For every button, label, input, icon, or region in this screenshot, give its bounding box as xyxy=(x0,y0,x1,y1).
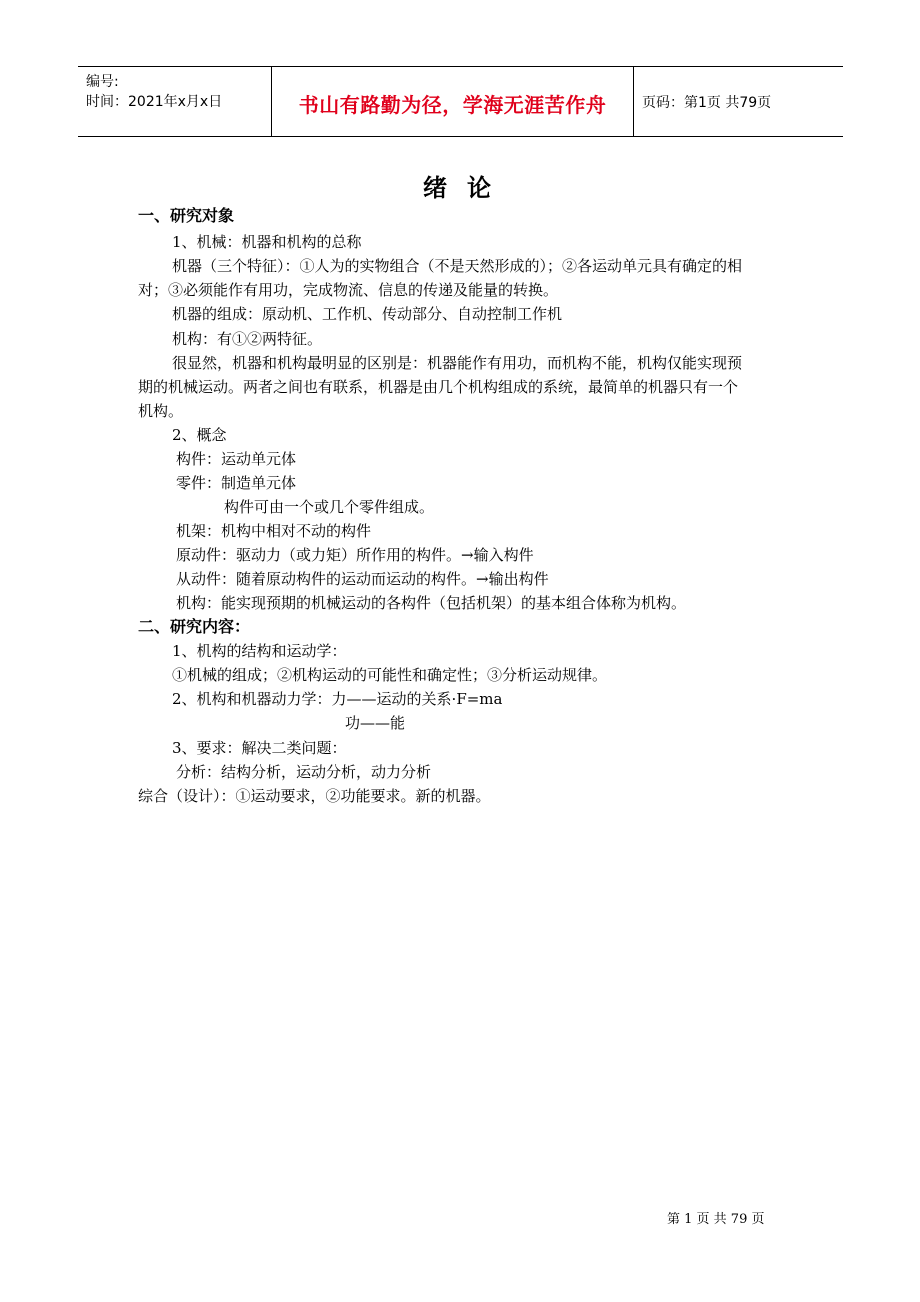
line-12: 构件可由一个或几个零件组成。 xyxy=(224,498,435,516)
document-title: 绪论 xyxy=(423,174,511,202)
page-footer: 第 1 页 共 79 页 xyxy=(667,1212,765,1227)
line-1: 1、机械：机器和机构的总称 xyxy=(172,233,362,251)
header-right-cell xyxy=(634,67,843,136)
motto-text: 书山有路勤为径，学海无涯苦作舟 xyxy=(298,93,607,117)
line-24: 综合（设计）：①运动要求，②功能要求。新的机器。 xyxy=(138,787,491,805)
line-0: 一、研究对象 xyxy=(138,206,235,225)
page-header xyxy=(78,66,843,137)
line-4: 机器的组成：原动机、工作机、传动部分、自动控制工作机 xyxy=(172,305,563,323)
line-14: 原动件：驱动力（或力矩）所作用的构件。→输入构件 xyxy=(176,546,534,564)
line-8: 机构。 xyxy=(138,402,184,420)
line-19: ①机械的组成；②机构运动的可能性和确定性；③分析运动规律。 xyxy=(172,666,608,684)
line-16: 机构：能实现预期的机械运动的各构件（包括机架）的基本组合体称为机构。 xyxy=(176,594,687,612)
header-left-cell xyxy=(78,67,272,136)
line-20: 2、机构和机器动力学：力——运动的关系·F=ma xyxy=(172,690,503,708)
line-11: 零件：制造单元体 xyxy=(176,474,297,492)
line-13: 机架：机构中相对不动的构件 xyxy=(176,522,372,540)
line-17: 二、研究内容： xyxy=(138,617,251,636)
line-5: 机构：有①②两特征。 xyxy=(172,330,323,348)
line-18: 1、机构的结构和运动学： xyxy=(172,642,347,660)
time-label: 时间：2021年x月x日 xyxy=(86,94,223,110)
line-9: 2、概念 xyxy=(172,426,227,444)
line-7: 期的机械运动。两者之间也有联系，机器是由几个机构组成的系统，最简单的机器只有一个 xyxy=(138,378,739,396)
line-22: 3、要求：解决二类问题： xyxy=(172,739,347,757)
line-15: 从动件：随着原动构件的运动而运动的构件。→输出构件 xyxy=(176,570,549,588)
line-10: 构件：运动单元体 xyxy=(176,450,297,468)
line-23: 分析：结构分析，运动分析，动力分析 xyxy=(176,763,432,781)
line-3: 对；③必须能作有用功，完成物流、信息的传递及能量的转换。 xyxy=(138,281,559,299)
line-21: 功——能 xyxy=(345,714,406,732)
line-2: 机器（三个特征）：①人为的实物组合（不是天然形成的）；②各运动单元具有确定的相 xyxy=(172,257,743,275)
number-label: 编号: xyxy=(86,74,119,90)
line-6: 很显然，机器和机构最明显的区别是：机器能作有用功，而机构不能，机构仅能实现预 xyxy=(172,354,743,372)
page-info: 页码：第1页 共79页 xyxy=(642,95,772,111)
header-motto-cell xyxy=(272,67,634,136)
